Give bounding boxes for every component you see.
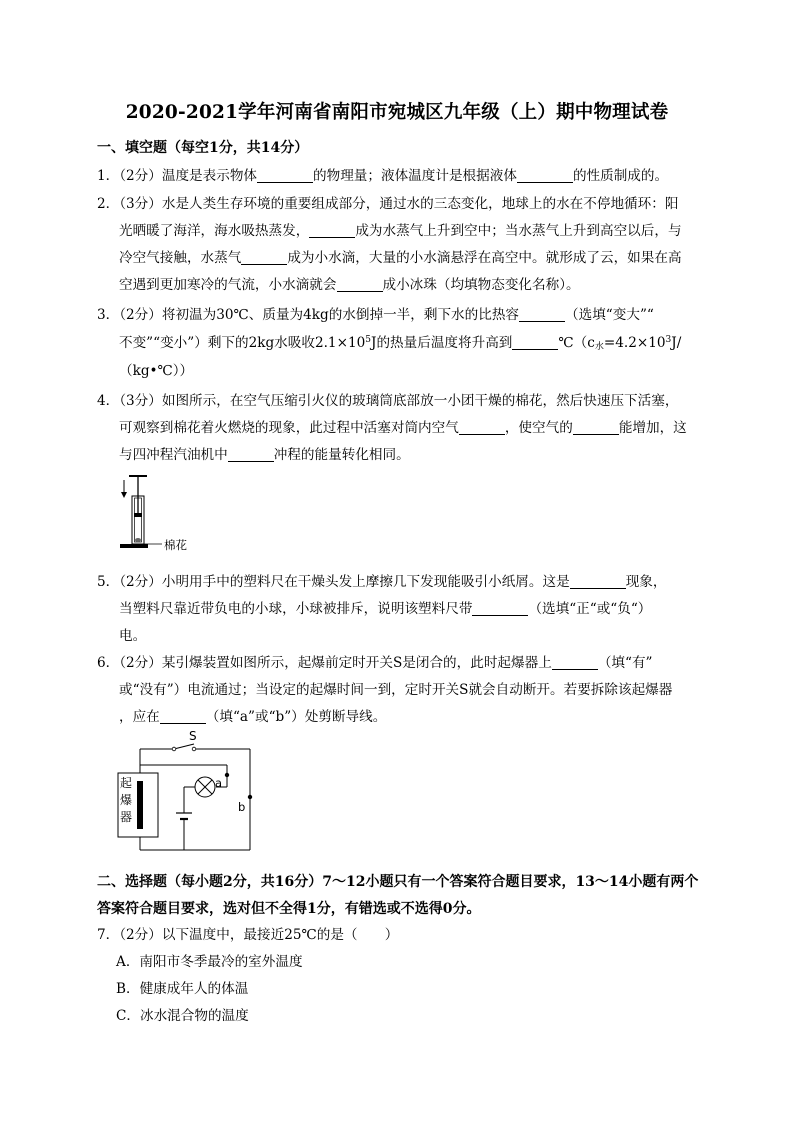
q3-exponent: 5 <box>365 335 372 345</box>
q1-text-b: 的物理量；液体温度计是根据液体 <box>313 168 517 184</box>
question-2-line-3 <box>119 246 682 266</box>
q5-text: 当塑料尺靠近带负电的小球，小球被排斥，说明该塑料尺带 <box>119 601 473 617</box>
q7-option-b: B．健康成年人的体温 <box>116 981 249 997</box>
section-1-heading: 一、填空题（每空1分，共14分） <box>97 140 309 156</box>
question-2-line-4 <box>119 273 580 293</box>
switch-label: S <box>189 729 197 743</box>
question-3-line-2 <box>119 331 681 351</box>
a-label: a <box>215 776 223 790</box>
q2-text: 成为小水滴，大量的小水滴悬浮在高空中。就形成了云，如果在高 <box>287 250 682 266</box>
question-5-line-2 <box>119 597 651 617</box>
q1-text-a: 1．（2分）温度是表示物体 <box>97 168 258 184</box>
q5-blank-2 <box>472 601 528 616</box>
q5-text: 现象， <box>625 574 667 590</box>
switch-contact <box>192 747 196 751</box>
question-6-line-1 <box>97 651 653 671</box>
q3-blank-1 <box>519 307 565 322</box>
detonator-element <box>137 781 143 829</box>
q2-text: 冷空气接触，水蒸气 <box>119 250 242 266</box>
compression-igniter-figure <box>112 470 202 560</box>
question-4-line-1: 4．（3分）如图所示，在空气压缩引火仪的玻璃筒底部放一小团干燥的棉花，然后快速压下活塞， <box>97 393 679 409</box>
piston <box>134 513 142 517</box>
q7-option-a: A．南阳市冬季最冷的室外温度 <box>116 954 303 970</box>
question-4-line-3 <box>119 443 410 463</box>
b-label: b <box>238 800 246 814</box>
cotton-label: 棉花 <box>164 538 187 552</box>
q3-subscript: 水 <box>594 342 604 352</box>
q4-blank-1 <box>459 420 505 435</box>
q6-text: （填“a”或“b”）处剪断导线。 <box>205 709 387 725</box>
point-b <box>248 795 252 799</box>
page-title: 2020-2021学年河南省南阳市宛城区九年级（上）期中物理试卷 <box>125 102 669 123</box>
down-arrow-icon <box>121 480 127 498</box>
q3-text: ℃（c <box>558 335 595 351</box>
q2-blank-1 <box>309 223 355 238</box>
question-3-line-3: （kg•℃）） <box>119 363 194 379</box>
question-7-stem: 7．（2分）以下温度中，最接近25℃的是（ ） <box>97 927 399 943</box>
q3-text: J的热量后温度将升高到 <box>371 335 513 351</box>
q4-blank-3 <box>228 447 274 462</box>
detonator-label-char: 爆 <box>120 793 133 807</box>
q1-blank-2 <box>517 168 573 183</box>
base-plate <box>120 544 148 548</box>
q3-exponent: 3 <box>665 335 672 345</box>
question-5-line-1 <box>97 570 666 590</box>
switch-contact <box>172 747 176 751</box>
detonator-label-char: 器 <box>120 810 133 824</box>
q2-text: 成为水蒸气上升到空中；当水蒸气上升到高空以后，与 <box>355 223 682 239</box>
q4-text: 与四冲程汽油机中 <box>119 447 228 463</box>
q4-text: 能增加，这 <box>618 420 687 436</box>
q3-text: J/ <box>671 335 682 351</box>
question-3-line-1 <box>97 303 654 323</box>
q4-text: 冲程的能量转化相同。 <box>273 447 410 463</box>
q5-text: 5．（2分）小明用手中的塑料尺在干燥头发上摩擦几下发现能吸引小纸屑。这是 <box>97 574 570 590</box>
detonator-label-char: 起 <box>120 776 133 790</box>
question-6-line-2: 或“没有”）电流通过；当设定的起爆时间一到，定时开关S就会自动断开。若要拆除该起爆器 <box>119 682 673 698</box>
q1-blank-1 <box>257 168 313 183</box>
q6-text: （填“有” <box>597 655 653 671</box>
q2-blank-3 <box>337 277 383 292</box>
q2-text: 成小冰珠（均填物态变化名称）。 <box>382 277 580 293</box>
q3-text: （选填“变大”“ <box>565 307 654 323</box>
q6-text: 6．（2分）某引爆装置如图所示，起爆前定时开关S是闭合的，此时起爆器上 <box>97 655 552 671</box>
section-2-heading-line-2: 答案符合题目要求，选对但不全得1分，有错选或不选得0分。 <box>97 901 481 917</box>
q6-blank-2 <box>160 709 206 724</box>
point-a <box>225 773 229 777</box>
q4-text: 可观察到棉花着火燃烧的现象，此过程中活塞对筒内空气 <box>119 420 459 436</box>
cotton-ball <box>135 538 141 542</box>
detonator-circuit-figure <box>110 725 275 860</box>
q5-blank-1 <box>570 574 626 589</box>
q6-blank-1 <box>552 655 598 670</box>
question-1 <box>97 164 668 184</box>
q1-text-c: 的性质制成的。 <box>572 168 669 184</box>
question-2-line-1: 2．（3分）水是人类生存环境的重要组成部分，通过水的三态变化，地球上的水在不停地循环：阳 <box>97 196 679 212</box>
q4-blank-2 <box>573 420 619 435</box>
q2-blank-2 <box>241 250 287 265</box>
question-4-line-2 <box>119 416 687 436</box>
section-2-heading-line-1: 二、选择题（每小题2分，共16分）7～12小题只有一个答案符合题目要求，13～14小题有两个 <box>97 874 699 890</box>
question-2-line-2 <box>119 219 682 239</box>
question-5-line-3: 电。 <box>119 628 147 644</box>
q3-text: =4.2×10 <box>603 335 666 351</box>
q6-text: ，应在 <box>119 709 160 725</box>
q3-text: 3．（2分）将初温为30℃、质量为4kg的水倒掉一半，剩下水的比热容 <box>97 307 520 323</box>
question-6-line-3 <box>119 705 386 725</box>
q2-text: 光晒暖了海洋，海水吸热蒸发， <box>119 223 310 239</box>
timer-switch <box>174 744 194 749</box>
q7-option-c: C．冰水混合物的温度 <box>116 1008 249 1024</box>
q2-text: 空遇到更加寒冷的气流，小水滴就会 <box>119 277 337 293</box>
q4-text: ，使空气的 <box>504 420 573 436</box>
q3-text: 不变”“变小”）剩下的2kg水吸收2.1×10 <box>119 335 366 351</box>
q5-text: （选填“正“或“负“） <box>528 601 652 617</box>
q3-blank-2 <box>512 335 558 350</box>
